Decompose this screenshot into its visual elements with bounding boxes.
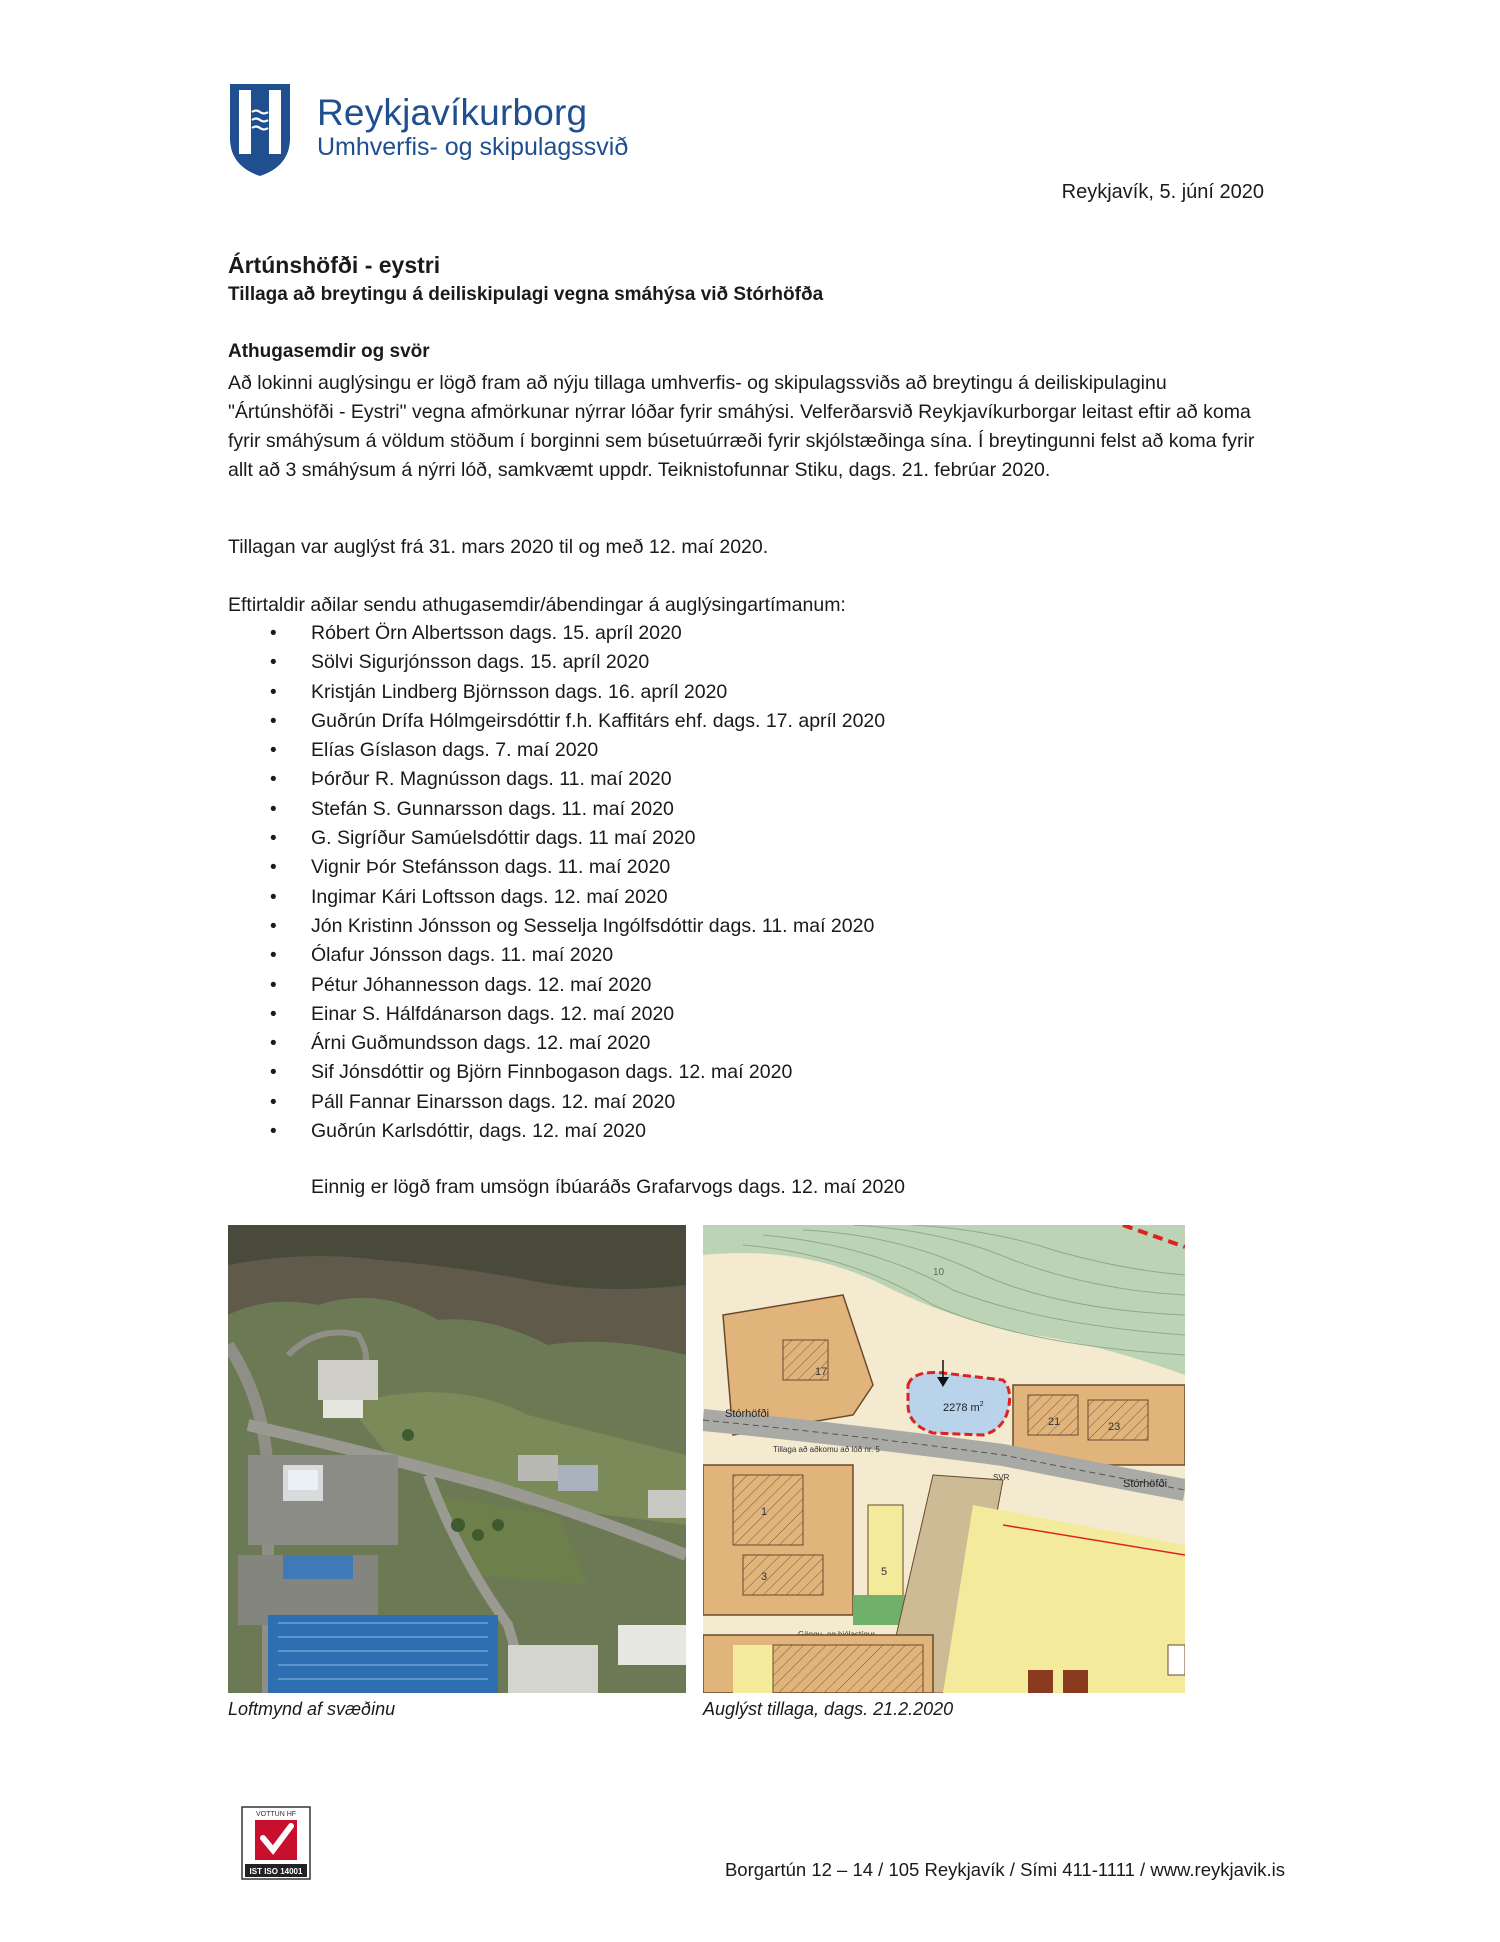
iso-14001-certification-logo xyxy=(241,1806,311,1880)
sender-entry: Stefán S. Gunnarsson dags. 11. maí 2020 xyxy=(311,797,674,820)
street-name-label: Stórhöfði xyxy=(725,1408,770,1420)
list-item xyxy=(270,971,885,1000)
senders-list xyxy=(270,619,885,1146)
additional-note: Einnig er lögð fram umsögn íbúaráðs Grafarvogs dags. 12. maí 2020 xyxy=(311,1176,905,1198)
organization-name: Reykjavíkurborg xyxy=(317,92,588,133)
sender-entry: Þórður R. Magnússon dags. 11. maí 2020 xyxy=(311,768,672,791)
bullet-icon: • xyxy=(270,681,277,703)
list-item xyxy=(270,853,885,882)
list-item xyxy=(270,765,885,794)
list-item xyxy=(270,795,885,824)
document-title: Ártúnshöfði - eystri xyxy=(228,252,441,278)
sender-entry: Elías Gíslason dags. 7. maí 2020 xyxy=(311,739,599,762)
footer-address: Borgartún 12 – 14 / 105 Reykjavík / Sími 411-1111 / www.reykjavik.is xyxy=(724,1859,1285,1880)
bullet-icon: • xyxy=(270,945,277,967)
list-item xyxy=(270,1117,885,1146)
iso-top-label: VOTTUN HF xyxy=(255,1811,297,1818)
sender-entry: Guðrún Karlsdóttir, dags. 12. maí 2020 xyxy=(311,1120,646,1143)
street-name-label: Stórhöfði xyxy=(1123,1478,1168,1490)
reykjavik-coat-of-arms-shield-icon xyxy=(228,82,292,178)
aerial-photo-caption: Loftmynd af svæðinu xyxy=(228,1699,396,1719)
zoning-plan-map xyxy=(703,1225,1185,1693)
bullet-icon: • xyxy=(270,828,277,850)
advertisement-period: Tillagan var auglýst frá 31. mars 2020 til og með 12. maí 2020. xyxy=(228,536,769,558)
sender-entry: Ingimar Kári Loftsson dags. 12. maí 2020 xyxy=(311,885,668,908)
list-item xyxy=(270,824,885,853)
bullet-icon: • xyxy=(270,710,277,732)
bullet-icon: • xyxy=(270,1003,277,1025)
aerial-photo xyxy=(228,1225,686,1693)
road-note-label: Tillaga að aðkomu að lóð nr. 5 xyxy=(773,1445,880,1454)
list-item xyxy=(270,678,885,707)
intro-paragraph: Að lokinni auglýsingu er lögð fram að nýju tillaga umhverfis- og skipulagssviðs að breytingu á deiliskipulaginu "Ártúnshöfði - Eystri" vegna afmörkunar nýrrar lóðar fyrir smáhýsi. Velferðarsvið Reykjavíkurborgar leitast eftir að koma fyrir smáhýsum á völdum stöðum í borginni sem búsetuúrræði fyrir skjólstæðinga sína. Í breytingunni felst að koma fyrir allt að 3 smáhýsum á nýrri lóð, samkvæmt uppdr. Teiknistofunnar Stiku, dags. 21. febrúar 2020. xyxy=(228,372,1255,481)
lot-number: 23 xyxy=(1108,1421,1121,1433)
lot-area-unit-superscript: 2 xyxy=(979,1401,984,1408)
list-item xyxy=(270,1029,885,1058)
bullet-icon: • xyxy=(270,769,277,791)
list-item xyxy=(270,941,885,970)
lot-area-label xyxy=(943,1401,984,1414)
sender-entry: Jón Kristinn Jónsson og Sesselja Ingólfsdóttir dags. 11. maí 2020 xyxy=(311,914,875,937)
list-item xyxy=(270,707,885,736)
contour-label: 10 xyxy=(933,1267,945,1278)
bullet-icon: • xyxy=(270,974,277,996)
sender-entry: Sölvi Sigurjónsson dags. 15. apríl 2020 xyxy=(311,651,650,674)
sender-entry: Róbert Örn Albertsson dags. 15. apríl 2020 xyxy=(311,622,682,644)
bullet-icon: • xyxy=(270,1121,277,1143)
sender-entry: Einar S. Hálfdánarson dags. 12. maí 2020 xyxy=(311,1002,675,1025)
sender-entry: Sif Jónsdóttir og Björn Finnbogason dags. 12. maí 2020 xyxy=(311,1061,793,1084)
lot-number: 21 xyxy=(1048,1416,1061,1428)
sender-entry: Páll Fannar Einarsson dags. 12. maí 2020 xyxy=(311,1090,676,1113)
svr-label: SVR xyxy=(993,1473,1010,1482)
bullet-icon: • xyxy=(270,1091,277,1113)
sender-entry: Ólafur Jónsson dags. 11. maí 2020 xyxy=(311,944,614,967)
lot-number: 5 xyxy=(881,1566,888,1578)
sender-entry: G. Sigríður Samúelsdóttir dags. 11 maí 2020 xyxy=(311,827,696,850)
lot-area-value: 2278 m xyxy=(943,1402,980,1414)
sender-entry: Guðrún Drífa Hólmgeirsdóttir f.h. Kaffitárs ehf. dags. 17. apríl 2020 xyxy=(311,709,886,732)
zoning-plan-caption: Auglýst tillaga, dags. 21.2.2020 xyxy=(703,1699,954,1719)
document-date: Reykjavík, 5. júní 2020 xyxy=(1061,181,1264,203)
bullet-icon: • xyxy=(270,1033,277,1055)
sender-entry: Kristján Lindberg Björnsson dags. 16. apríl 2020 xyxy=(311,680,728,703)
bullet-icon: • xyxy=(270,1062,277,1084)
bullet-icon: • xyxy=(270,652,277,674)
organization-department: Umhverfis- og skipulagssvið xyxy=(317,133,629,161)
bullet-icon: • xyxy=(270,623,277,644)
list-item xyxy=(270,912,885,941)
bullet-icon: • xyxy=(270,798,277,820)
senders-intro: Eftirtaldir aðilar sendu athugasemdir/ábendingar á auglýsingartímanum: xyxy=(228,594,846,616)
bullet-icon: • xyxy=(270,915,277,937)
document-subtitle: Tillaga að breytingu á deiliskipulagi vegna smáhýsa við Stórhöfða xyxy=(228,284,824,305)
bullet-icon: • xyxy=(270,886,277,908)
sender-entry: Vignir Þór Stefánsson dags. 11. maí 2020 xyxy=(311,856,671,879)
sender-entry: Pétur Jóhannesson dags. 12. maí 2020 xyxy=(311,973,652,996)
section-heading: Athugasemdir og svör xyxy=(228,341,430,362)
bullet-icon: • xyxy=(270,740,277,762)
bullet-icon: • xyxy=(270,857,277,879)
sender-entry: Árni Guðmundsson dags. 12. maí 2020 xyxy=(311,1032,651,1055)
list-item xyxy=(270,736,885,765)
list-item xyxy=(270,1088,885,1117)
lot-number: 3 xyxy=(761,1571,768,1583)
iso-bottom-label: IST ISO 14001 xyxy=(249,1867,303,1876)
list-item xyxy=(270,1000,885,1029)
list-item xyxy=(270,1058,885,1087)
list-item xyxy=(270,619,885,648)
list-item xyxy=(270,648,885,677)
list-item xyxy=(270,883,885,912)
lot-number: 1 xyxy=(761,1506,768,1518)
lot-number: 17 xyxy=(815,1366,828,1378)
